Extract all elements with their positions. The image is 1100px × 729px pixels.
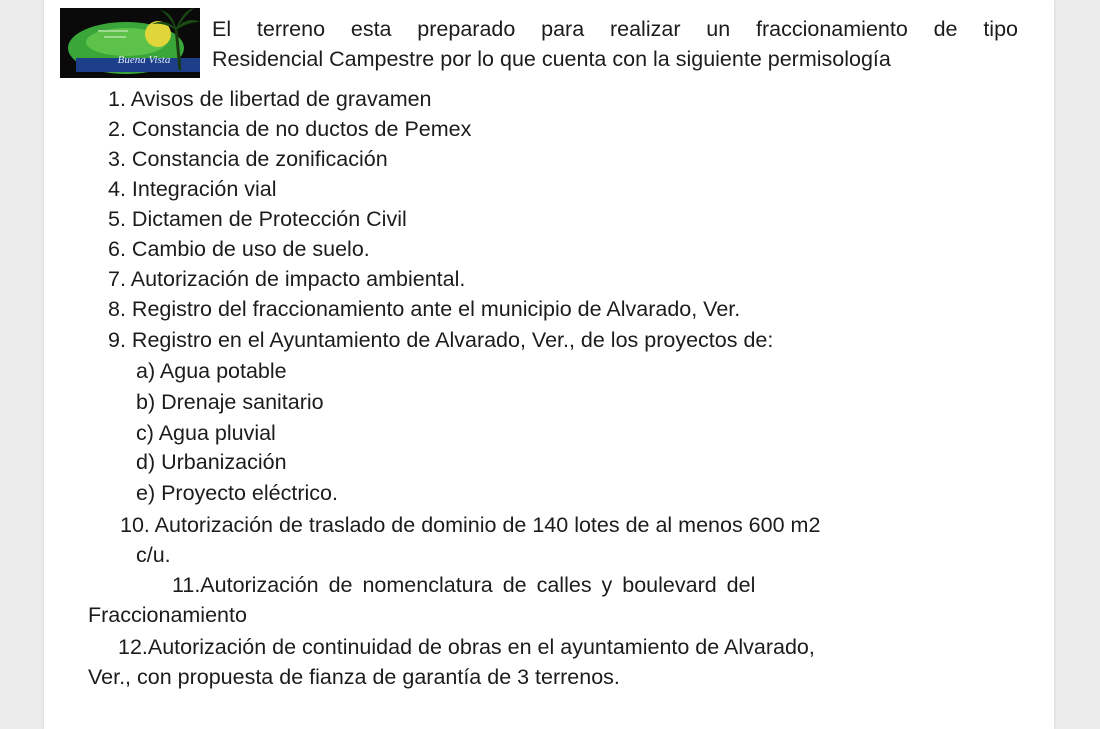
list-item-12-line-1: 12.Autorización de continuidad de obras en el ayuntamiento de Alvarado, — [118, 635, 815, 659]
intro-line-2: Residencial Campestre por lo que cuenta con la siguiente permisología — [212, 47, 891, 71]
list-item-10-line-1: 10. Autorización de traslado de dominio de 140 lotes de al menos 600 m2 — [120, 513, 821, 537]
list-item: 5. Dictamen de Protección Civil — [108, 207, 407, 231]
list-item-10-line-2: c/u. — [136, 543, 171, 567]
sub-list-item: e) Proyecto eléctrico. — [136, 481, 338, 505]
list-item-11-line-1: 11.Autorización de nomenclatura de calles y boulevard del — [172, 573, 756, 597]
list-item-12-line-2: Ver., con propuesta de fianza de garantía de 3 terrenos. — [88, 665, 620, 689]
list-item: 3. Constancia de zonificación — [108, 147, 388, 171]
sub-list-item: a) Agua potable — [136, 359, 287, 383]
list-item: 6. Cambio de uso de suelo. — [108, 237, 370, 261]
logo-text: Buena Vista — [117, 54, 171, 66]
list-item: 7. Autorización de impacto ambiental. — [108, 267, 466, 291]
intro-paragraph — [212, 14, 1018, 74]
list-item: 9. Registro en el Ayuntamiento de Alvarado, Ver., de los proyectos de: — [108, 328, 774, 352]
logo — [60, 8, 200, 78]
list-item: 2. Constancia de no ductos de Pemex — [108, 117, 472, 141]
document-page — [44, 0, 1054, 729]
list-item: 1. Avisos de libertad de gravamen — [108, 87, 432, 111]
sub-list-item: d) Urbanización — [136, 450, 287, 474]
list-item: 4. Integración vial — [108, 177, 277, 201]
sub-list-item: b) Drenaje sanitario — [136, 390, 324, 414]
intro-line-1: El terreno esta preparado para realizar un fraccionamiento de tipo — [212, 17, 1018, 41]
list-item: 8. Registro del fraccionamiento ante el municipio de Alvarado, Ver. — [108, 297, 741, 321]
list-item-11-line-2: Fraccionamiento — [88, 603, 247, 627]
logo-graphic — [60, 8, 200, 78]
sub-list-item: c) Agua pluvial — [136, 421, 276, 445]
